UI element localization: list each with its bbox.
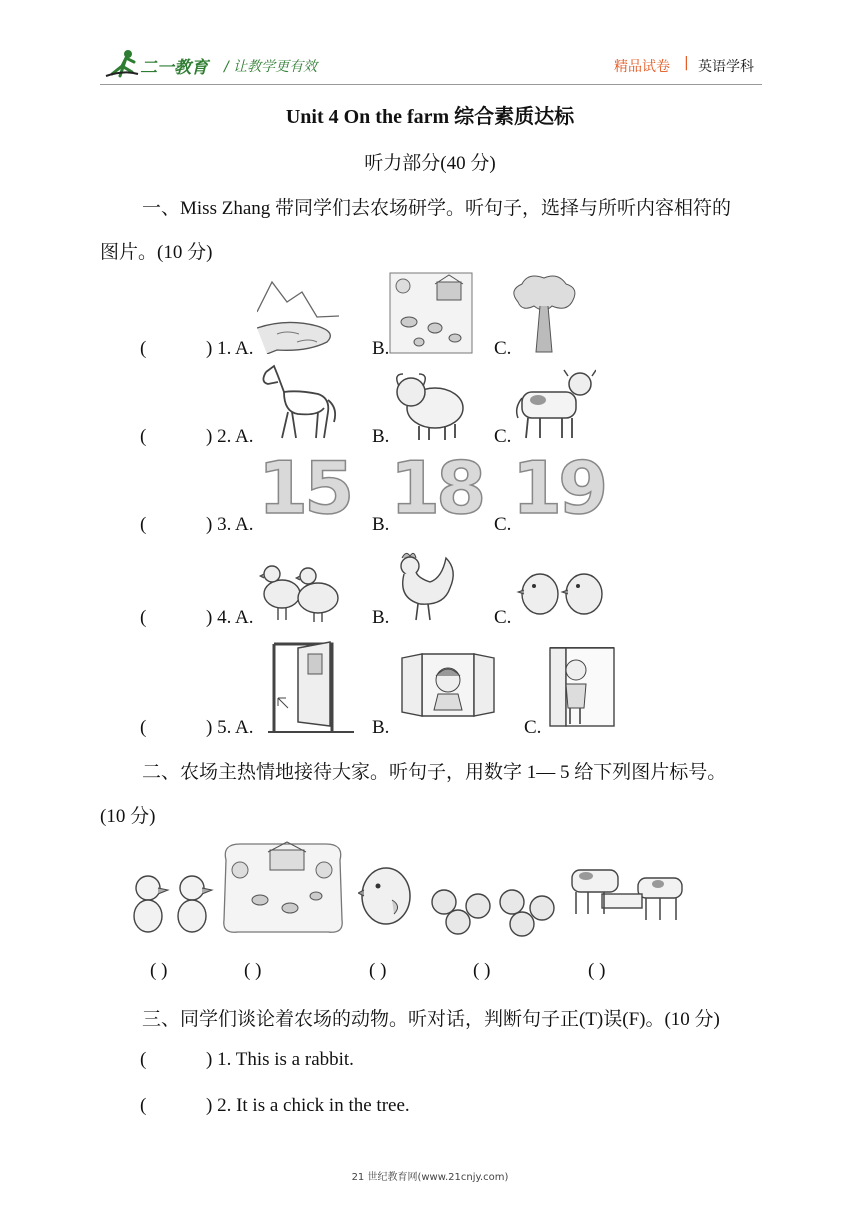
q4-option-b: B. [372, 607, 390, 628]
q1-open-paren: ( [140, 338, 147, 359]
sheep-icon [389, 364, 467, 442]
horse-icon [258, 362, 338, 442]
page-subtitle: 听力部分(40 分) [364, 153, 496, 174]
number-nineteen: 19 [512, 446, 605, 530]
blank-4: ( ) [473, 960, 491, 981]
s3-q1-text: ) 1. This is a rabbit. [206, 1049, 354, 1070]
rooster-icon [390, 548, 460, 622]
footer-text: 21 世纪教育网(www.21cnjy.com) [351, 1172, 509, 1183]
blank-2: ( ) [244, 960, 262, 981]
q5-option-c: C. [524, 717, 542, 738]
q4-open-paren: ( [140, 607, 147, 628]
s3-q1-open-paren: ( [140, 1049, 147, 1070]
tree-icon [508, 272, 580, 354]
q3-option-c: C. [494, 514, 512, 535]
chick-icon [358, 860, 414, 932]
q1-label: ) 1. A. [206, 338, 254, 359]
page-title: Unit 4 On the farm 综合素质达标 [285, 106, 575, 128]
boy-at-door-icon [546, 644, 618, 730]
section2-instruction-line2: (10 分) [100, 806, 156, 827]
q2-option-b: B. [372, 426, 390, 447]
farm-overview-icon [220, 840, 346, 936]
q3-option-b: B. [372, 514, 390, 535]
river-landscape-icon [257, 272, 339, 354]
blank-5: ( ) [588, 960, 606, 981]
header-divider [100, 84, 762, 85]
header-separator: | [684, 55, 689, 71]
apples-icon [428, 880, 558, 938]
slogan-text: / 让教学更有效 [224, 59, 318, 75]
chicks-icon [516, 566, 610, 618]
number-eighteen: 18 [390, 446, 483, 530]
section1-instruction-line1: 一、Miss Zhang 带同学们去农场研学。听句子，选择与所听内容相符的 [142, 198, 732, 219]
header-right-label: 精品试卷 [614, 59, 670, 75]
q5-open-paren: ( [140, 717, 147, 738]
q4-label: ) 4. A. [206, 607, 254, 628]
s3-q2-open-paren: ( [140, 1095, 147, 1116]
blank-1: ( ) [150, 960, 168, 981]
cows-icon [562, 858, 700, 938]
s3-q2-text: ) 2. It is a chick in the tree. [206, 1095, 410, 1116]
q3-open-paren: ( [140, 514, 147, 535]
q3-label: ) 3. A. [206, 514, 254, 535]
q5-option-b: B. [372, 717, 390, 738]
cow-icon [510, 364, 596, 442]
q5-label: ) 5. A. [206, 717, 254, 738]
q2-option-c: C. [494, 426, 512, 447]
q2-open-paren: ( [140, 426, 147, 447]
hens-icon [258, 560, 346, 622]
farm-scene-icon [389, 272, 473, 354]
open-door-icon [268, 640, 356, 736]
section1-instruction-line2: 图片。(10 分) [100, 242, 213, 263]
q1-option-c: C. [494, 338, 512, 359]
logo-text: 二一教育 [140, 58, 208, 78]
section2-instruction-line1: 二、农场主热情地接待大家。听句子，用数字 1— 5 给下列图片标号。 [142, 762, 727, 783]
q4-option-c: C. [494, 607, 512, 628]
q2-label: ) 2. A. [206, 426, 254, 447]
section3-instruction: 三、同学们谈论着农场的动物。听对话，判断句子正(T)误(F)。(10 分) [142, 1009, 720, 1030]
ducks-icon [128, 872, 216, 936]
q1-option-b: B. [372, 338, 390, 359]
number-fifteen: 15 [258, 446, 351, 530]
girl-at-window-icon [400, 650, 496, 720]
blank-3: ( ) [369, 960, 387, 981]
header-subject: 英语学科 [698, 59, 754, 75]
